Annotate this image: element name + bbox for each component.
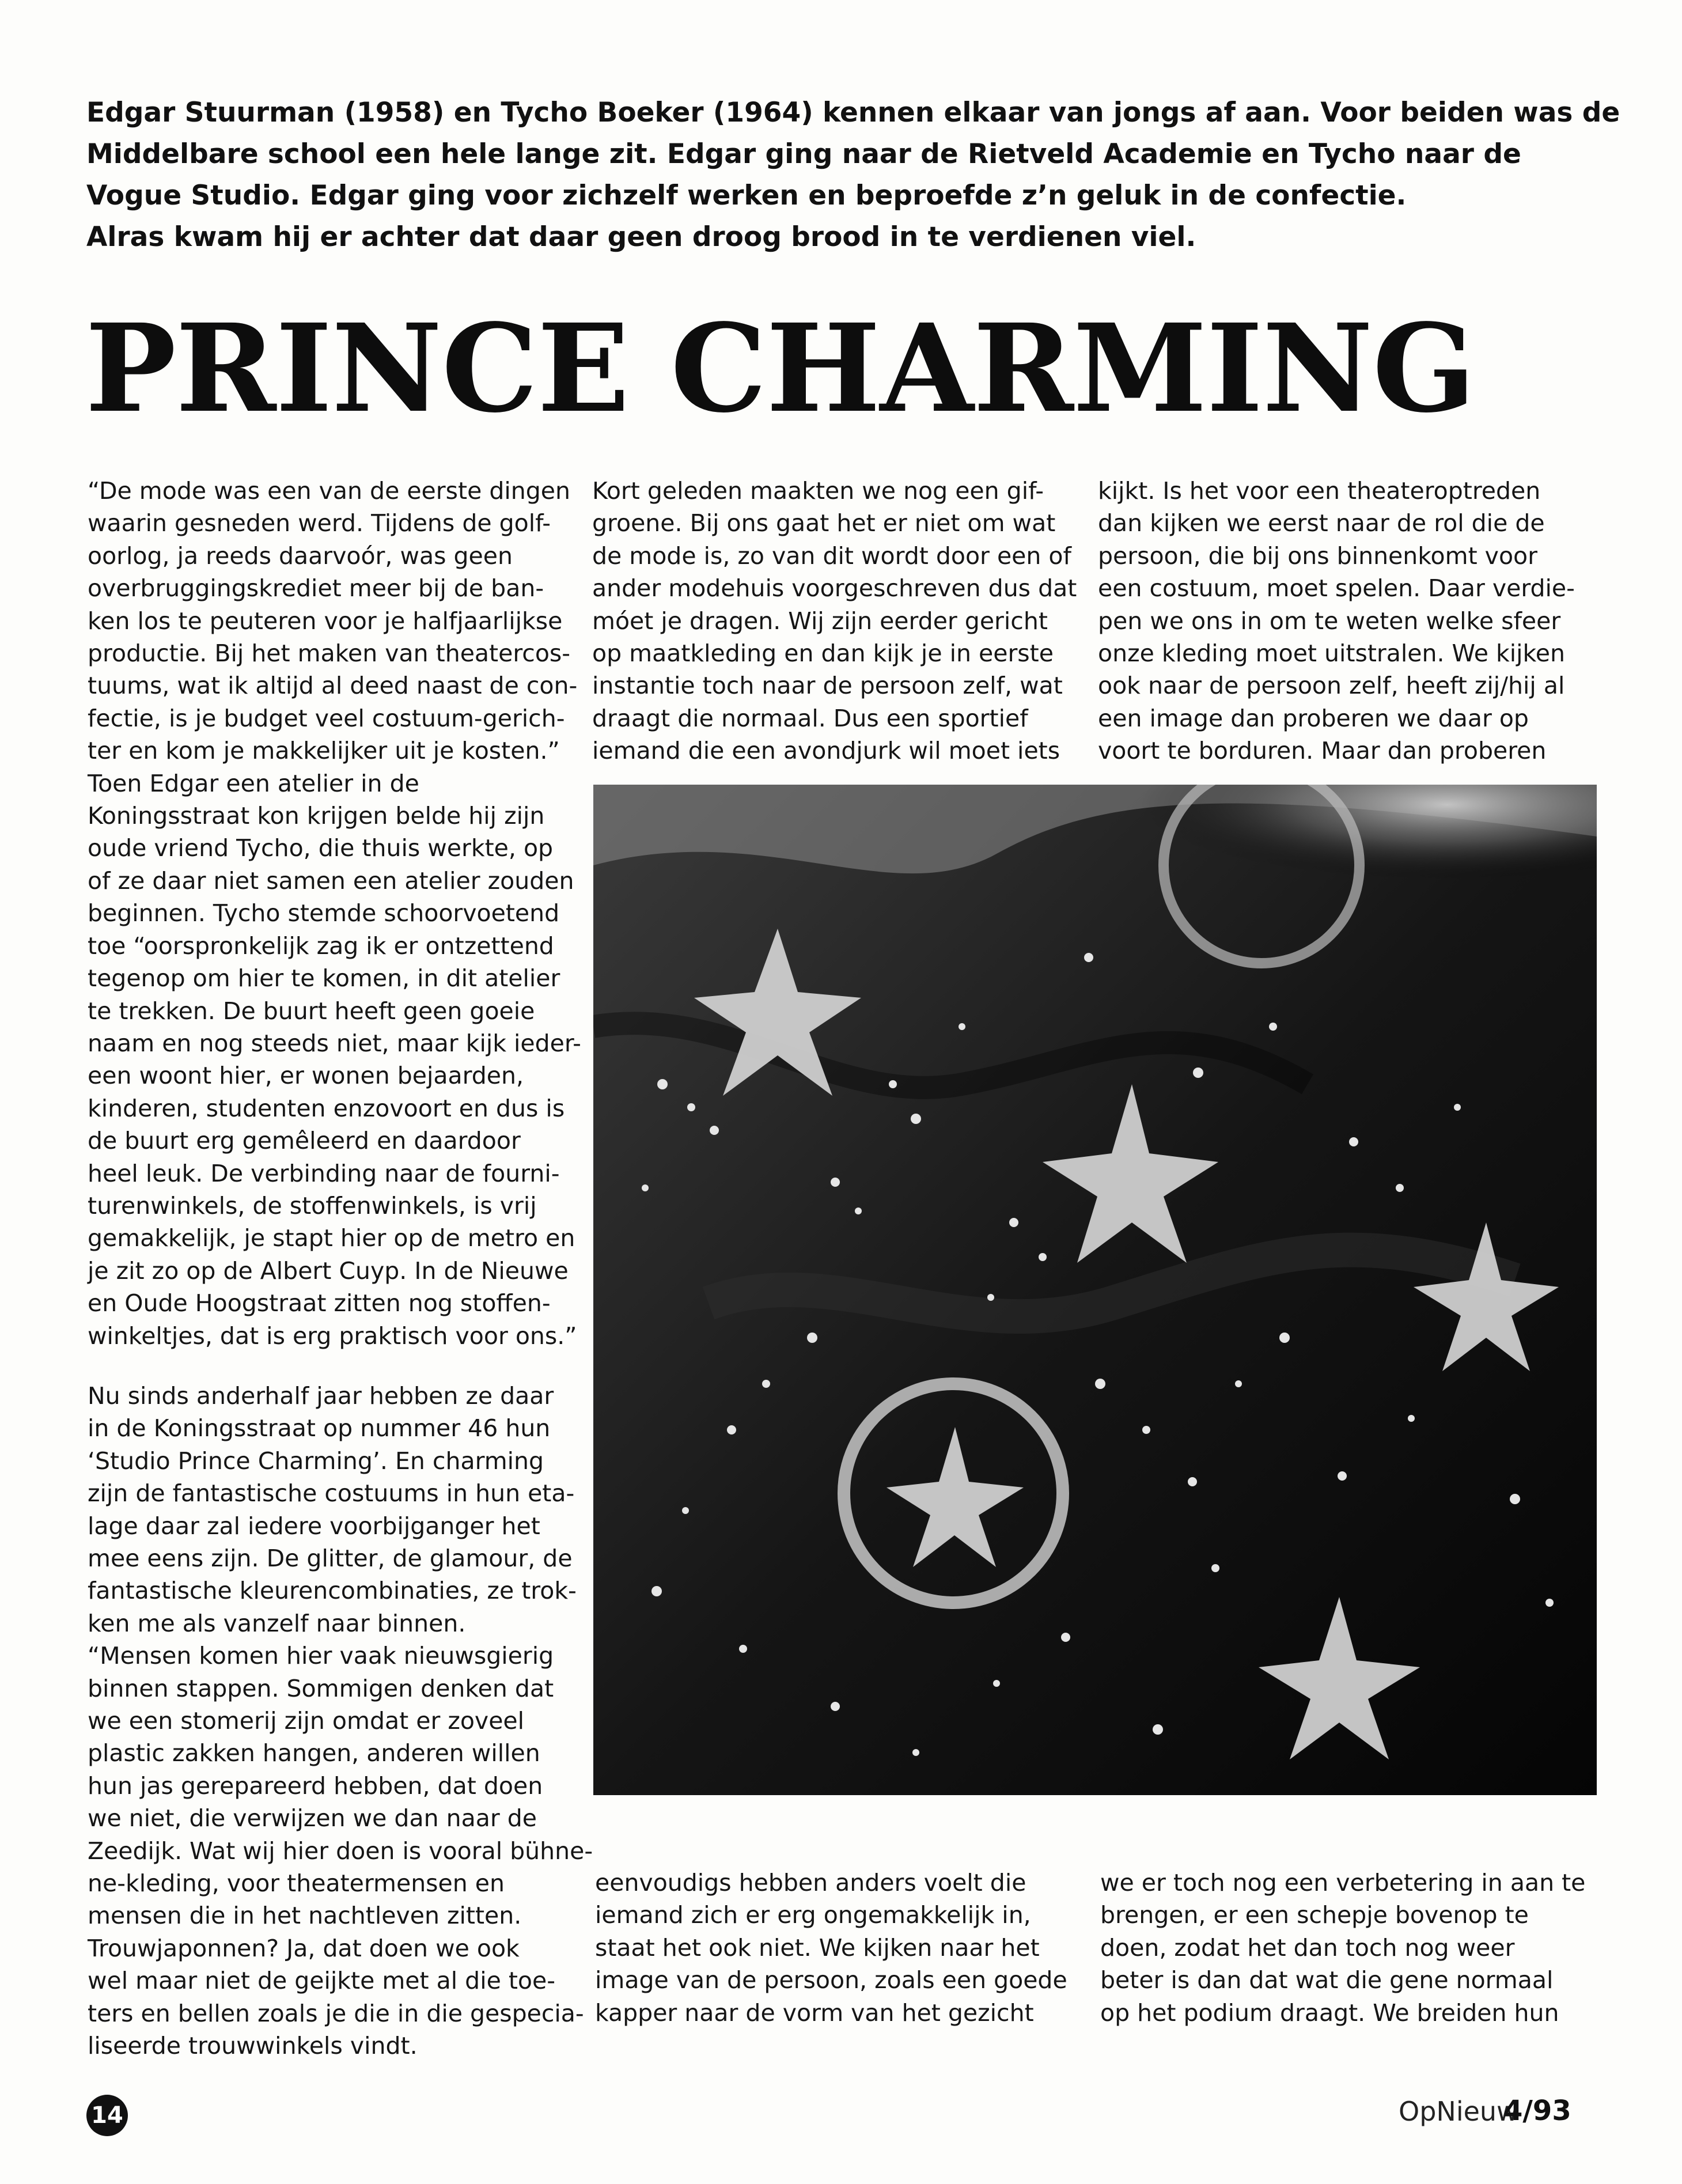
text-line: mensen die in het nachtleven zitten.: [88, 1902, 522, 1930]
text-line: brengen, er een schepje bovenop te: [1100, 1901, 1529, 1929]
text-line: een costuum, moet spelen. Daar verdie-: [1098, 574, 1575, 603]
column-3-bottom: [1100, 1867, 1596, 2029]
text-line: eenvoudigs hebben anders voelt die: [595, 1869, 1026, 1897]
text-line: pen we ons in om te weten welke sfeer: [1098, 607, 1561, 635]
intro-line: Alras kwam hij er achter dat daar geen droog brood in te verdienen viel.: [86, 221, 1196, 253]
intro-line: Middelbare school een hele lange zit. Edgar ging naar de Rietveld Academie en Tycho naar de: [86, 138, 1521, 170]
intro-line: Edgar Stuurman (1958) en Tycho Boeker (1964) kennen elkaar van jongs af aan. Voor beiden was de: [86, 97, 1620, 128]
text-line: tuums, wat ik altijd al deed naast de con-: [88, 672, 578, 700]
text-line: toe “oorspronkelijk zag ik er ontzettend: [88, 932, 554, 960]
text-line: dan kijken we eerst naar de rol die de: [1098, 509, 1545, 538]
text-line: ook naar de persoon zelf, heeft zij/hij al: [1098, 672, 1565, 700]
text-line: waarin gesneden werd. Tijdens de golf-: [88, 509, 551, 538]
text-line: kijkt. Is het voor een theateroptreden: [1098, 477, 1541, 505]
text-line: turenwinkels, de stoffenwinkels, is vrij: [88, 1191, 537, 1220]
text-line: de mode is, zo van dit wordt door een of: [592, 542, 1071, 570]
column-3-top: [1098, 475, 1616, 767]
text-line: tegenop om hier te komen, in dit atelier: [88, 964, 560, 993]
text-line: te trekken. De buurt heeft geen goeie: [88, 997, 535, 1025]
text-line: beter is dan dat wat die gene normaal: [1100, 1966, 1554, 1994]
text-line: beginnen. Tycho stemde schoorvoetend: [88, 899, 560, 928]
text-line: fantastische kleurencombinaties, ze trok-: [88, 1577, 577, 1605]
text-line: ‘Studio Prince Charming’. En charming: [88, 1447, 544, 1475]
text-line: kapper naar de vorm van het gezicht: [595, 1998, 1034, 2027]
text-line: we een stomerij zijn omdat er zoveel: [88, 1707, 525, 1735]
text-line: ken los te peuteren voor je halfjaarlijkse: [88, 607, 563, 635]
text-line: fectie, is je budget veel costuum-gerich-: [88, 704, 565, 732]
text-line: naam en nog steeds niet, maar kijk ieder-: [88, 1029, 581, 1057]
text-line: hun jas gerepareerd hebben, dat doen: [88, 1772, 543, 1800]
text-line: oorlog, ja reeds daarvoór, was geen: [88, 542, 513, 570]
intro-line: Vogue Studio. Edgar ging voor zichzelf werken en beproefde z’n geluk in de confectie.: [86, 180, 1407, 211]
text-line: zijn de fantastische costuums in hun eta-: [88, 1479, 575, 1508]
text-line: groene. Bij ons gaat het er niet om wat: [592, 509, 1056, 538]
text-line: Zeedijk. Wat wij hier doen is vooral bühne-: [88, 1837, 593, 1865]
text-line: kinderen, studenten enzovoort en dus is: [88, 1094, 565, 1122]
text-line: ken me als vanzelf naar binnen.: [88, 1609, 466, 1637]
text-line: gemakkelijk, je stapt hier op de metro en: [88, 1224, 575, 1252]
photo-illustration: [593, 785, 1597, 1795]
text-line: ters en bellen zoals je die in die gespecia-: [88, 1999, 584, 2027]
text-line: Toen Edgar een atelier in de: [88, 769, 419, 797]
column-1: [88, 475, 593, 2062]
text-line: mee eens zijn. De glitter, de glamour, de: [88, 1545, 573, 1572]
text-line: ter en kom je makkelijker uit je kosten.”: [88, 737, 560, 765]
text-line: overbruggingskrediet meer bij de ban-: [88, 574, 544, 603]
text-line: ne-kleding, voor theatermensen en: [88, 1869, 505, 1898]
page-number-badge: 14: [86, 2095, 128, 2136]
text-line: we er toch nog een verbetering in aan te: [1100, 1869, 1586, 1897]
text-line: Nu sinds anderhalf jaar hebben ze daar: [88, 1381, 554, 1410]
text-line: winkeltjes, dat is erg praktisch voor ons.”: [88, 1322, 577, 1350]
text-line: binnen stappen. Sommigen denken dat: [88, 1674, 554, 1702]
text-line: “De mode was een van de eerste dingen: [88, 477, 570, 505]
text-line: in de Koningsstraat op nummer 46 hun: [88, 1414, 551, 1443]
text-line: doen, zodat het dan toch nog weer: [1100, 1933, 1515, 1962]
intro-lede: [86, 92, 1620, 258]
text-line: een image dan proberen we daar op: [1098, 704, 1529, 732]
issue-number: 4/93: [1503, 2095, 1571, 2127]
text-line: op het podium draagt. We breiden hun: [1100, 1998, 1559, 2027]
text-line: Trouwjaponnen? Ja, dat doen we ook: [88, 1934, 520, 1962]
paragraph-gap: [88, 1352, 566, 1380]
text-line: we niet, die verwijzen we dan naar de: [88, 1804, 537, 1833]
text-line: voort te borduren. Maar dan proberen: [1098, 737, 1547, 765]
text-line: de buurt erg gemêleerd en daardoor: [88, 1127, 521, 1155]
text-line: je zit zo op de Albert Cuyp. In de Nieuwe: [88, 1256, 569, 1285]
text-line: heel leuk. De verbinding naar de fourni-: [88, 1159, 560, 1187]
text-line: onze kleding moet uitstralen. We kijken: [1098, 639, 1565, 668]
text-line: Koningsstraat kon krijgen belde hij zijn: [88, 802, 545, 830]
text-line: iemand zich er erg ongemakkelijk in,: [595, 1901, 1031, 1929]
costume-fabric-photo: [593, 785, 1597, 1795]
text-line: “Mensen komen hier vaak nieuwsgierig: [88, 1642, 554, 1670]
text-line: Kort geleden maakten we nog een gif-: [592, 477, 1044, 505]
text-line: een woont hier, er wonen bejaarden,: [88, 1062, 524, 1090]
text-line: productie. Bij het maken van theatercos-: [88, 639, 571, 668]
text-line: op maatkleding en dan kijk je in eerste: [592, 639, 1054, 668]
magazine-name: OpNieuw: [1399, 2096, 1518, 2127]
text-line: image van de persoon, zoals een goede: [595, 1966, 1067, 1994]
text-line: persoon, die bij ons binnenkomt voor: [1098, 542, 1537, 570]
text-line: oude vriend Tycho, die thuis werkte, op: [88, 834, 554, 862]
text-line: ander modehuis voorgeschreven dus dat: [592, 574, 1077, 603]
text-line: plastic zakken hangen, anderen willen: [88, 1739, 540, 1767]
text-line: móet je dragen. Wij zijn eerder gericht: [592, 607, 1048, 635]
column-2-top: [592, 475, 1093, 767]
article-title: PRINCE CHARMING: [85, 297, 1475, 440]
text-line: en Oude Hoogstraat zitten nog stoffen-: [88, 1289, 551, 1318]
text-line: instantie toch naar de persoon zelf, wat: [592, 672, 1063, 700]
text-line: lage daar zal iedere voorbijganger het: [88, 1512, 540, 1540]
text-line: staat het ook niet. We kijken naar het: [595, 1933, 1040, 1962]
text-line: liseerde trouwwinkels vindt.: [88, 2032, 418, 2060]
column-2-bottom: [595, 1867, 1079, 2029]
text-line: of ze daar niet samen een atelier zouden: [88, 866, 574, 895]
text-line: wel maar niet de geijkte met al die toe-: [88, 1967, 556, 1995]
text-line: draagt die normaal. Dus een sportief: [592, 704, 1028, 732]
text-line: iemand die een avondjurk wil moet iets: [592, 737, 1060, 765]
